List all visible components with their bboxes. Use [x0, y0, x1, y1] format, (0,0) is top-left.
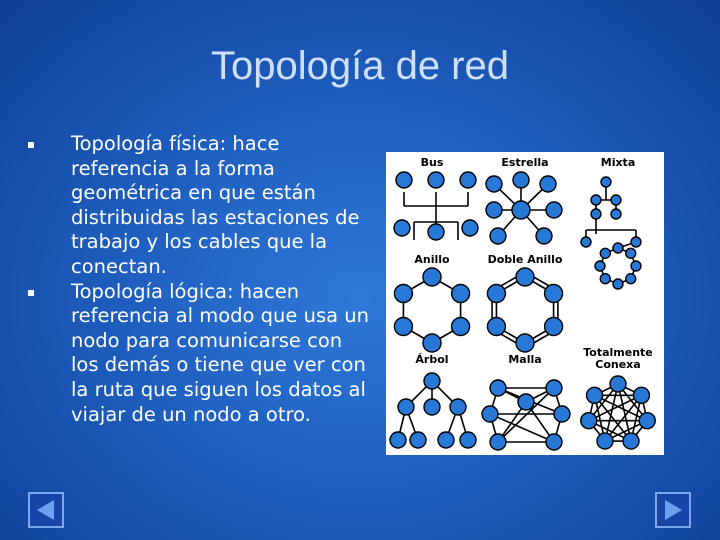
node-circle	[591, 195, 601, 205]
node-circle	[626, 248, 636, 258]
node-circle	[390, 432, 406, 448]
node-circle	[428, 172, 444, 188]
node-circle	[487, 318, 505, 336]
node-circle	[490, 228, 506, 244]
node-circle	[486, 176, 502, 192]
label-arbol: Árbol	[415, 353, 449, 366]
node-circle	[423, 334, 441, 352]
next-slide-button[interactable]	[655, 492, 691, 528]
previous-slide-button[interactable]	[28, 492, 64, 528]
node-circle	[536, 228, 552, 244]
slide-title: Topología de red	[210, 44, 509, 88]
node-circle	[633, 387, 649, 403]
square-bullet-icon	[28, 290, 34, 296]
node-circle	[516, 268, 534, 286]
node-circle	[613, 279, 623, 289]
node-circle	[394, 220, 410, 236]
node-circle	[482, 406, 498, 422]
node-circle	[487, 285, 505, 303]
square-bullet-icon	[28, 142, 34, 148]
node-circle	[452, 318, 470, 336]
node-circle	[601, 177, 611, 187]
node-circle	[490, 380, 506, 396]
node-circle	[423, 268, 441, 286]
label-totalmente: Totalmente	[583, 346, 653, 359]
node-circle	[623, 433, 639, 449]
label-malla: Malla	[508, 353, 542, 366]
node-circle	[587, 387, 603, 403]
node-circle	[424, 373, 440, 389]
node-circle	[546, 202, 562, 218]
node-circle	[424, 399, 440, 415]
node-circle	[611, 195, 621, 205]
node-circle	[639, 413, 655, 429]
node-circle	[546, 380, 562, 396]
label-mixta: Mixta	[600, 156, 636, 169]
node-circle	[540, 176, 556, 192]
node-circle	[460, 432, 476, 448]
label-anillo: Anillo	[414, 253, 450, 266]
node-circle	[600, 274, 610, 284]
node-circle	[581, 413, 597, 429]
topology-diagram	[386, 152, 664, 455]
node-circle	[591, 209, 601, 219]
bullet-text: Topología lógica: hacen referencia al modo que usa un nodo para comunicarse con los demás o tiene que ver con la ruta que siguen los datos al viajar de un nodo a otro.	[71, 279, 369, 426]
node-circle	[597, 433, 613, 449]
network-topologies-image	[386, 152, 664, 455]
node-circle	[581, 237, 591, 247]
node-circle	[512, 201, 530, 219]
node-circle	[611, 209, 621, 219]
node-circle	[460, 172, 476, 188]
node-circle	[396, 172, 412, 188]
node-circle	[518, 394, 534, 410]
node-circle	[394, 285, 412, 303]
node-circle	[486, 202, 502, 218]
bullet-item	[28, 280, 373, 428]
node-circle	[438, 432, 454, 448]
node-circle	[462, 220, 478, 236]
node-circle	[428, 224, 444, 240]
node-circle	[554, 406, 570, 422]
node-circle	[545, 318, 563, 336]
node-circle	[595, 261, 605, 271]
bullet-list	[28, 132, 373, 427]
label-bus: Bus	[420, 156, 444, 169]
label-doble-anillo: Doble Anillo	[487, 253, 563, 266]
bullet-item	[28, 132, 373, 280]
node-circle	[398, 399, 414, 415]
label-estrella: Estrella	[501, 156, 549, 169]
node-circle	[626, 274, 636, 284]
node-circle	[513, 172, 529, 188]
node-circle	[490, 434, 506, 450]
node-circle	[450, 399, 466, 415]
label-conexa: Conexa	[595, 358, 641, 371]
node-circle	[516, 334, 534, 352]
node-circle	[631, 261, 641, 271]
node-circle	[613, 243, 623, 253]
node-circle	[631, 237, 641, 247]
node-circle	[394, 318, 412, 336]
node-circle	[410, 432, 426, 448]
node-circle	[452, 285, 470, 303]
node-circle	[610, 376, 626, 392]
node-circle	[545, 285, 563, 303]
node-circle	[600, 248, 610, 258]
node-circle	[546, 434, 562, 450]
bullet-text: Topología física: hace referencia a la forma geométrica en que están distribuidas las estaciones de trabajo y los cables que la conectan.	[71, 132, 360, 278]
